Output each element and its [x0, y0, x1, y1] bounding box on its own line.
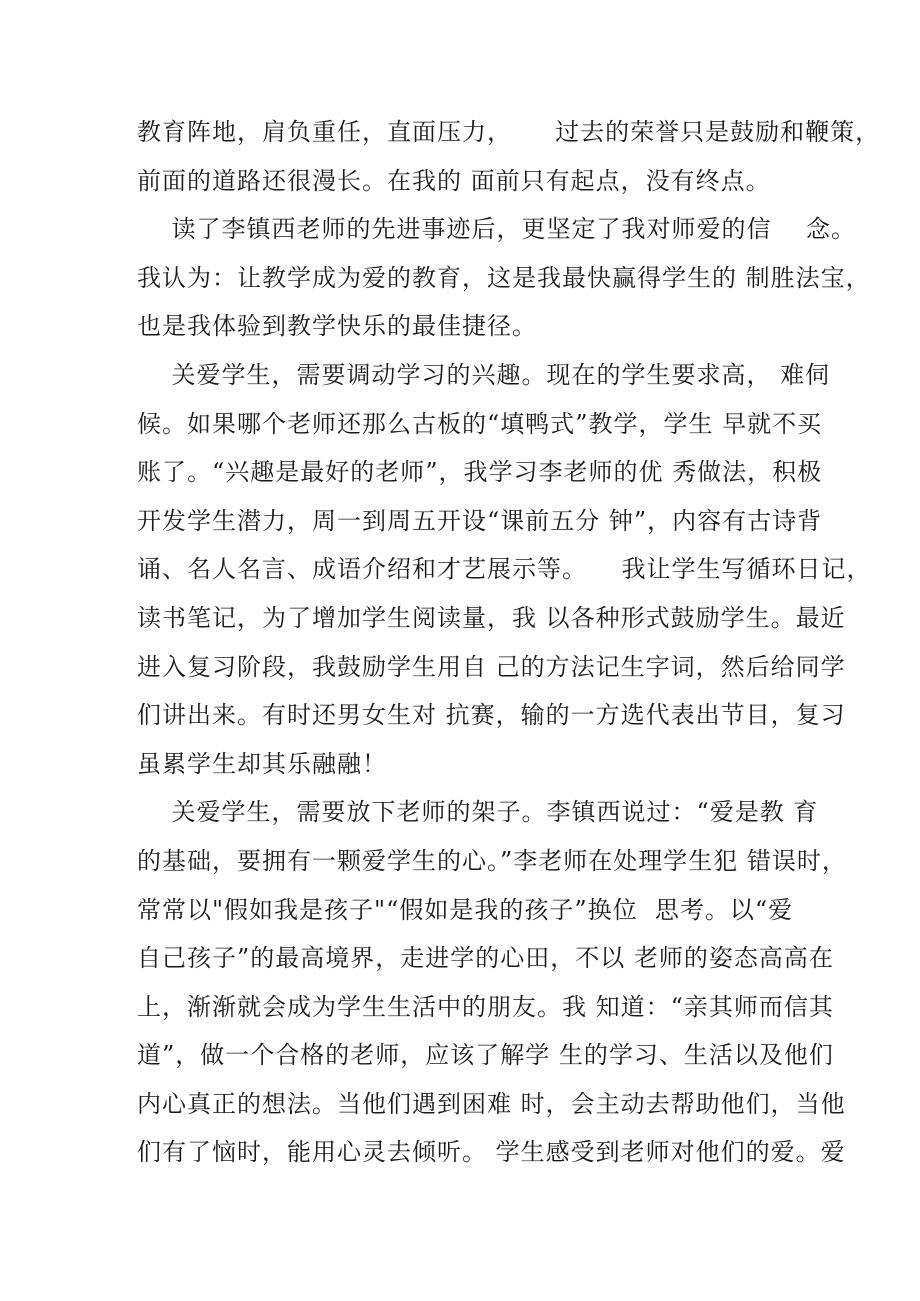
paragraph-1 [137, 108, 881, 205]
text-line: 候。如果哪个老师还那么古板的“填鸭式”教学，学生 早就不买 [137, 409, 823, 438]
text-line: 读书笔记，为了增加学生阅读量，我 以各种形式鼓励学生。最近 [137, 603, 846, 632]
text-line: 教育阵地，肩负重任，直面压力， 过去的荣誉只是鼓励和鞭策， [137, 118, 881, 146]
paragraph-3 [137, 351, 872, 788]
text-line: 进入复习阶段，我鼓励学生用自 己的方法记生字词，然后给同学 [137, 652, 846, 681]
paragraph-4 [137, 788, 847, 1177]
text-line: 道”，做一个合格的老师，应该了解学 生的学习、生活以及他们 [137, 1041, 834, 1070]
text-line: 读了李镇西老师的先进事迹后，更坚定了我对师爱的信 念。 [137, 215, 857, 244]
text-line: 上，渐渐就会成为学生生活中的朋友。我 知道：“亲其师而信其 [137, 992, 834, 1021]
text-line: 们讲出来。有时还男女生对 抗赛，输的一方选代表出节目，复习 [137, 701, 846, 730]
text-line: 虽累学生却其乐融融！ [137, 749, 387, 778]
text-line: 的基础，要拥有一颗爱学生的心。”李老师在处理学生犯 错误时， [137, 846, 847, 875]
text-line: 自己孩子”的最高境界，走进学的心田，不以 老师的姿态高高在 [137, 944, 834, 973]
text-line: 常常以"假如我是孩子"“假如是我的孩子”换位 思考。以“爱 [137, 895, 794, 924]
document-body [137, 108, 881, 1177]
text-line: 我认为：让教学成为爱的教育，这是我最快赢得学生的 制胜法宝， [137, 263, 871, 292]
text-line: 内心真正的想法。当他们遇到困难 时，会主动去帮助他们，当他 [137, 1089, 846, 1118]
text-line: 们有了恼时，能用心灵去倾听。 学生感受到老师对他们的爱。爱 [137, 1138, 846, 1167]
text-line: 关爱学生，需要调动学习的兴趣。现在的学生要求高， 难伺 [137, 360, 831, 389]
text-line: 也是我体验到教学快乐的最佳捷径。 [137, 312, 537, 341]
text-line: 前面的道路还很漫长。在我的 面前只有起点，没有终点。 [137, 166, 771, 195]
text-line: 诵、名人名言、成语介绍和才艺展示等。 我让学生写循环日记， [137, 555, 872, 584]
text-line: 账了。“兴趣是最好的老师”，我学习李老师的优 秀做法，积极 [137, 458, 823, 487]
text-line: 关爱学生，需要放下老师的架子。李镇西说过：“爱是教 育 [137, 798, 819, 827]
text-line: 开发学生潜力，周一到周五开设“课前五分 钟”，内容有古诗背 [137, 506, 823, 535]
paragraph-2 [137, 205, 871, 351]
